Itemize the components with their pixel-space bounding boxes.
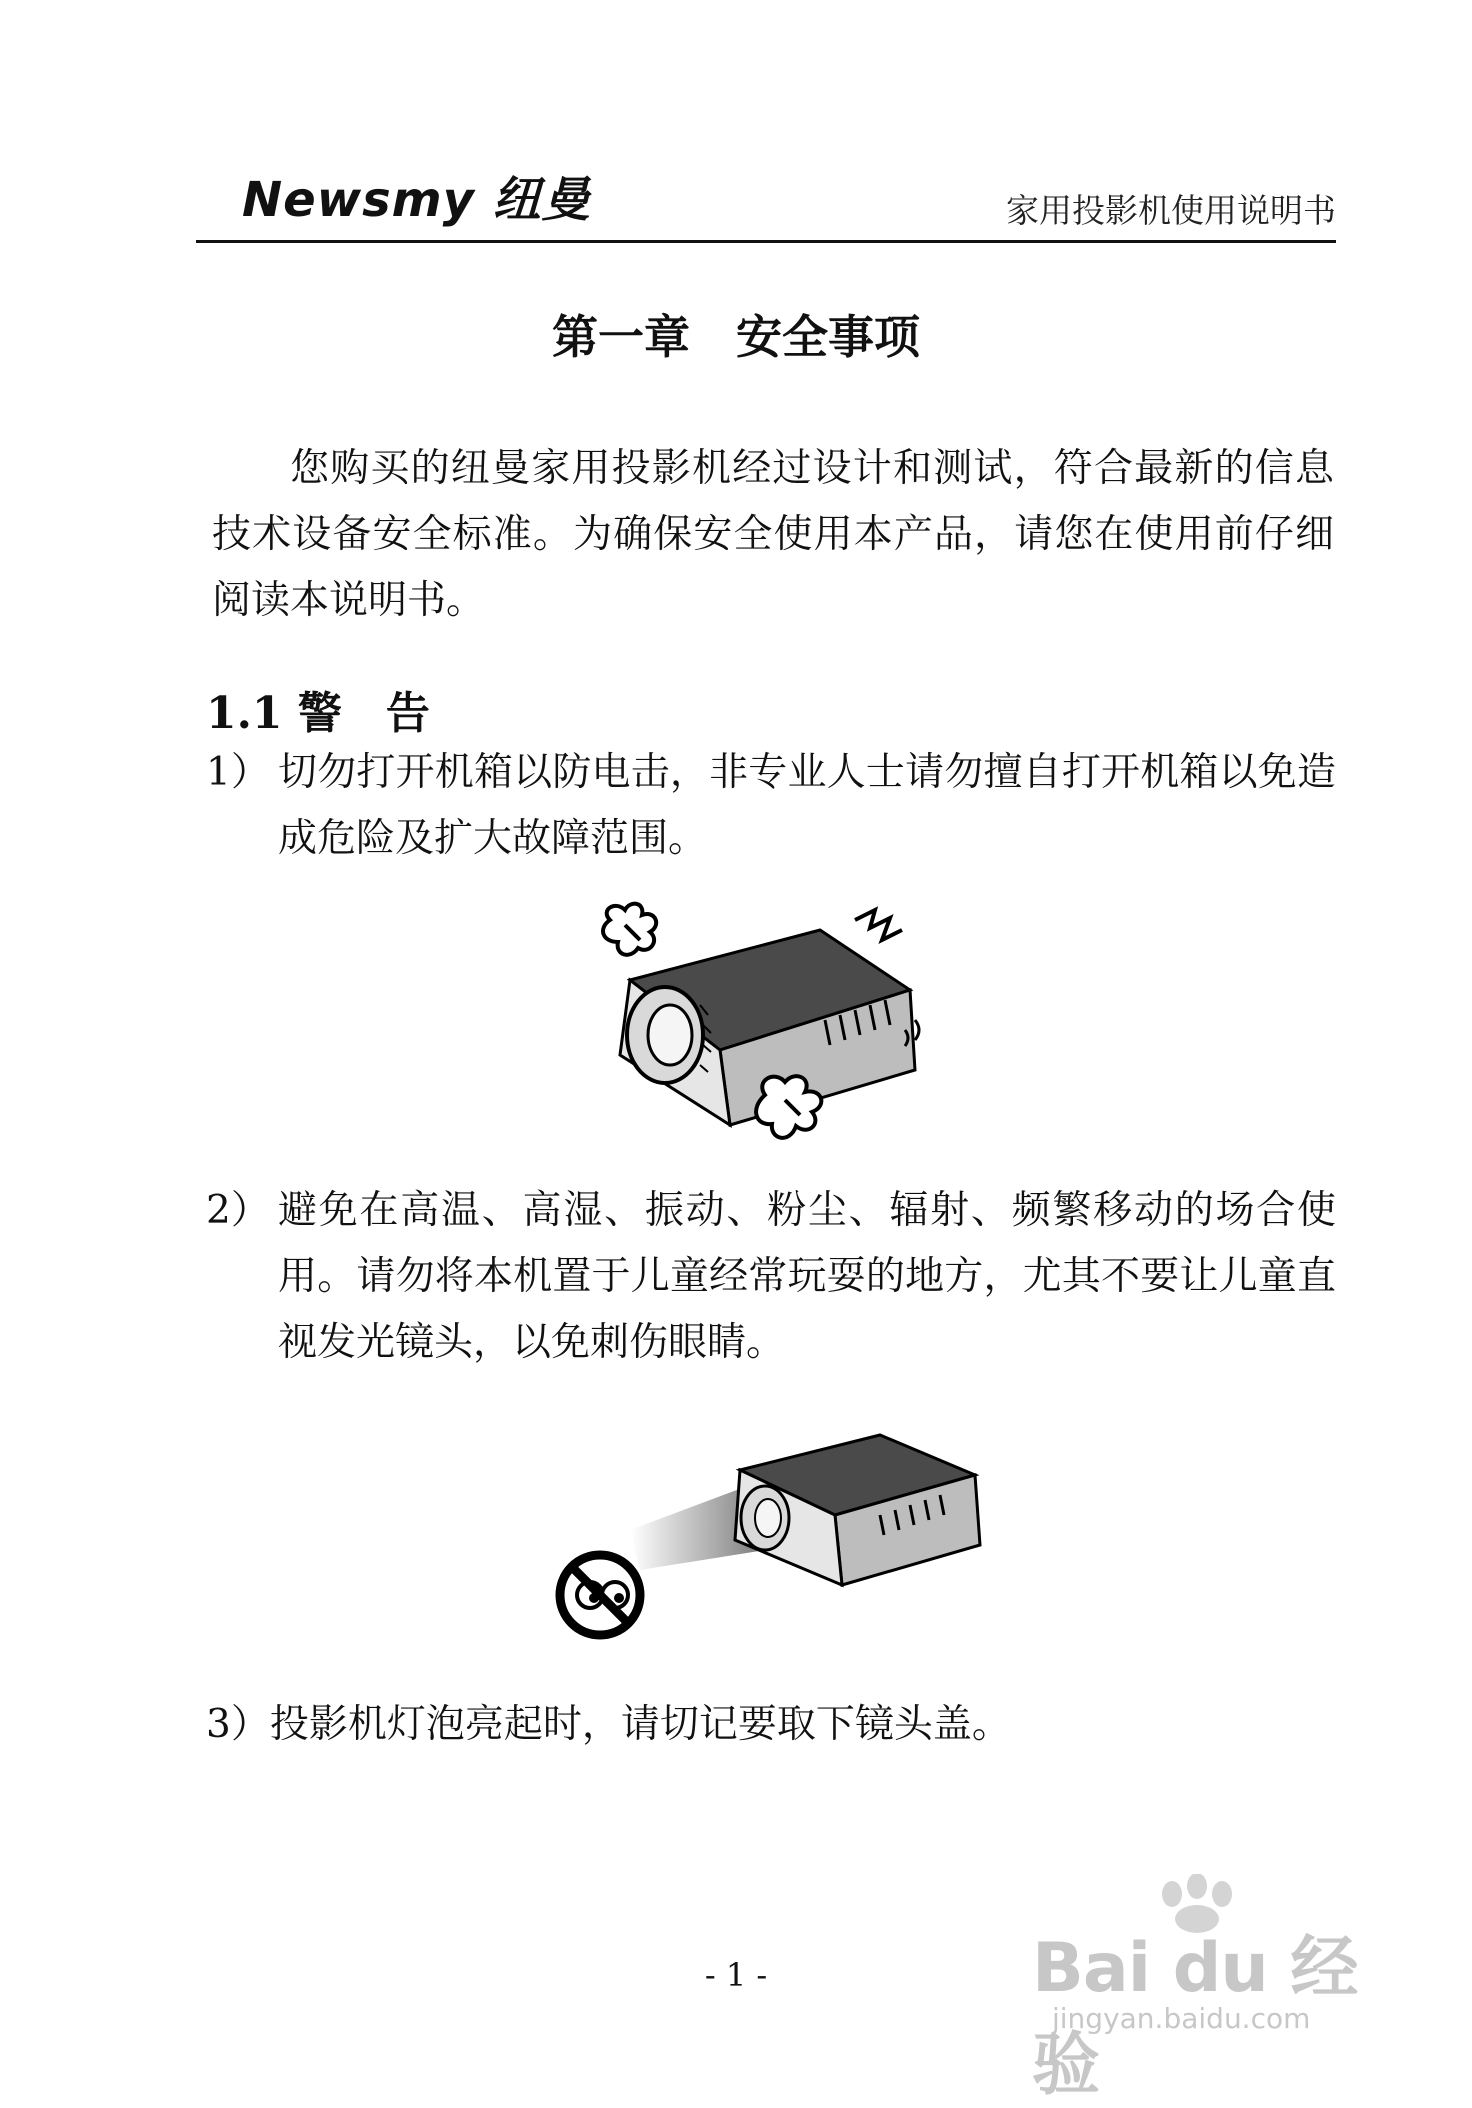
- baidu-jingyan-watermark: [1022, 1874, 1382, 2105]
- header-divider: [196, 240, 1336, 243]
- item-number: 2）: [206, 1188, 270, 1233]
- projector-shock-icon: [590, 900, 950, 1160]
- watermark-brand: Bai du 经验: [1032, 1929, 1358, 2105]
- item-number: 3）: [206, 1702, 270, 1747]
- no-direct-view-icon: [550, 1420, 990, 1640]
- watermark-url: jingyan.baidu.com: [1052, 2002, 1311, 2035]
- page-number: - 1 -: [704, 1956, 768, 1994]
- projector-shock-illustration: [590, 900, 950, 1160]
- item-text: 投影机灯泡亮起时，请切记要取下镜头盖。: [269, 1702, 1011, 1747]
- warning-item-1: [206, 740, 1336, 872]
- brand-logo: Newsmy 纽曼: [242, 172, 591, 228]
- warning-item-2: [206, 1178, 1336, 1376]
- intro-paragraph: 您购买的纽曼家用投影机经过设计和测试，符合最新的信息技术设备安全标准。为确保安全使用本产品，请您在使用前仔细阅读本说明书。: [212, 446, 1334, 623]
- item-number: 1）: [206, 750, 270, 795]
- warning-item-3: [206, 1692, 1336, 1758]
- item-text: 避免在高温、高湿、振动、粉尘、辐射、频繁移动的场合使用。请勿将本机置于儿童经常玩耍的地方，尤其不要让儿童直视发光镜头，以免刺伤眼睛。: [278, 1188, 1336, 1365]
- section-title: 1.1 警 告: [206, 688, 430, 739]
- chapter-title: 第一章 安全事项: [552, 310, 920, 364]
- document-title: 家用投影机使用说明书: [1006, 191, 1336, 230]
- item-text: 切勿打开机箱以防电击，非专业人士请勿擅自打开机箱以免造成危险及扩大故障范围。: [278, 750, 1336, 861]
- no-direct-view-illustration: [550, 1420, 990, 1640]
